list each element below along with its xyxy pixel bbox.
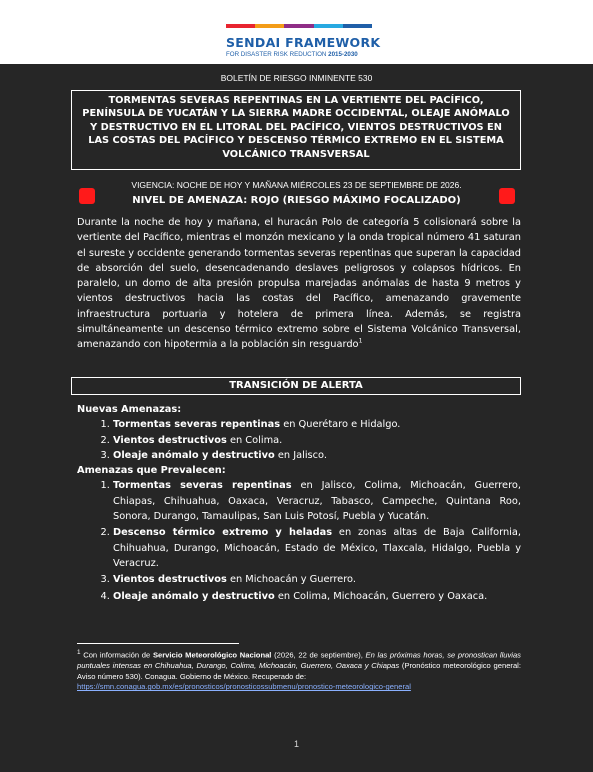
footnote-source: Servicio Meteorológico Nacional: [152, 650, 272, 660]
list-item: [113, 478, 521, 524]
footnote-prefix: Con información de: [80, 650, 153, 660]
summary-paragraph: [77, 215, 521, 353]
bulletin-number: BOLETÍN DE RIESGO INMINENTE 530: [220, 73, 373, 83]
threat-location: en Jalisco, Colima, Michoacán, Guerrero, Chiapas, Chihuahua, Oaxaca, Veracruz, Tabasco, Campeche, Quintana Roo, Sonora, Durango, Tamaulipas, San Luis Potosí, Puebla y Yucatán.: [113, 480, 521, 523]
logo-subtitle: [226, 51, 372, 58]
footnote-link[interactable]: https://smn.conagua.gob.mx/es/pronosticos/pronosticossubmenu/pronostico-meteorologico-general: [77, 682, 411, 692]
footnote-divider: [77, 643, 239, 644]
logo-bar-red: [226, 24, 255, 28]
page-number: 1: [293, 739, 299, 749]
list-item: [113, 433, 521, 448]
alert-transition-content: [77, 402, 521, 605]
prevailing-threats-heading: Amenazas que Prevalecen:: [77, 465, 226, 477]
logo-bar-cyan: [314, 24, 343, 28]
red-alert-indicator-right: [499, 188, 515, 204]
logo-bar-blue: [343, 24, 372, 28]
threat-name: Vientos destructivos: [113, 434, 227, 446]
prevailing-threats-list: [77, 478, 521, 603]
footnote-title: En las próximas horas, se pronostican lluvias puntuales intensas en Chihuahua, Durango, Colima, Michoacán, Guerrero, Oaxaca y Chiapas: [77, 650, 521, 671]
validity-text: VIGENCIA: NOCHE DE HOY Y MAÑANA MIÉRCOLES 23 DE SEPTIEMBRE DE 2026.: [131, 180, 462, 190]
footnote: [77, 648, 521, 693]
header: [0, 0, 593, 64]
threat-location: en Colima, Michoacán, Guerrero y Oaxaca.: [274, 590, 488, 602]
footnote-rest: (Pronóstico meteorológico general: Aviso número 530). Conagua. Gobierno de México. Recuperado de:: [77, 661, 521, 681]
threat-level: NIVEL DE AMENAZA: ROJO (RIESGO MÁXIMO FOCALIZADO): [132, 195, 461, 206]
logo-years: 2015-2030: [328, 51, 358, 58]
threat-name: Vientos destructivos: [113, 574, 227, 586]
threat-location: en Colima.: [226, 434, 283, 446]
list-item: [113, 448, 521, 463]
threat-location: en Jalisco.: [274, 449, 327, 461]
list-item: [113, 417, 521, 432]
list-item: [113, 572, 521, 587]
list-item: [113, 525, 521, 571]
threat-location: en Querétaro e Hidalgo.: [280, 419, 401, 431]
logo-subtitle-text: FOR DISASTER RISK REDUCTION: [226, 51, 327, 58]
threat-location: en zonas altas de Baja California, Chihuahua, Durango, Michoacán, Estado de México, Tlaxcala, Hidalgo, Puebla y Veracruz.: [113, 527, 521, 569]
logo-title: SENDAI FRAMEWORK: [226, 35, 381, 50]
logo-color-bar: [226, 24, 372, 28]
threat-name: Tormentas severas repentinas: [113, 419, 281, 431]
logo-bar-purple: [284, 24, 313, 28]
list-item: [113, 589, 521, 604]
footnote-reference[interactable]: 1: [358, 338, 363, 346]
logo-bar-orange: [255, 24, 284, 28]
section-title: TRANSICIÓN DE ALERTA: [71, 377, 521, 395]
threat-name: Tormentas severas repentinas: [113, 480, 292, 492]
sendai-framework-logo: [226, 24, 381, 58]
new-threats-list: [77, 417, 521, 463]
footnote-date: (2026, 22 de septiembre),: [271, 650, 366, 660]
summary-text: Durante la noche de hoy y mañana, el huracán Polo de categoría 5 colisionará sobre la vertiente del Pacífico, mientras el monzón mexicano y la onda tropical número 41 saturan el sureste y occidente generando tormentas severas repentinas que superan la capacidad de absorción del suelo, desencadenando deslaves peligrosos y colapsos hídricos. En paralelo, un domo de alta presión propulsa marejadas anómalas de hasta 9 metros y vientos destructivos hacia las costas del Pacífico, amenazando gravemente infraestructura portuaria y hotelera de primera línea. Además, se registra simultáneamente un descenso térmico extremo sobre el Sistema Volcánico Transversal, amenazando con hipotermia a la población sin resguardo: [77, 217, 521, 351]
threat-location: en Michoacán y Guerrero.: [226, 574, 356, 586]
bulletin-title: TORMENTAS SEVERAS REPENTINAS EN LA VERTIENTE DEL PACÍFICO, PENÍNSULA DE YUCATÁN Y LA SIERRA MADRE OCCIDENTAL, OLEAJE ANÓMALO Y DESTRUCTIVO EN EL LITORAL DEL PACÍFICO, VIENTOS DESTRUCTIVOS EN LAS COSTAS DEL PACÍFICO Y DESCENSO TÉRMICO EXTREMO EN EL SISTEMA VOLCÁNICO TRANSVERSAL: [71, 90, 521, 170]
threat-name: Descenso térmico extremo y heladas: [113, 527, 333, 539]
threat-name: Oleaje anómalo y destructivo: [113, 449, 275, 461]
new-threats-heading: Nuevas Amenazas:: [77, 404, 182, 415]
threat-name: Oleaje anómalo y destructivo: [113, 590, 275, 602]
footnote-number: 1: [77, 649, 81, 656]
